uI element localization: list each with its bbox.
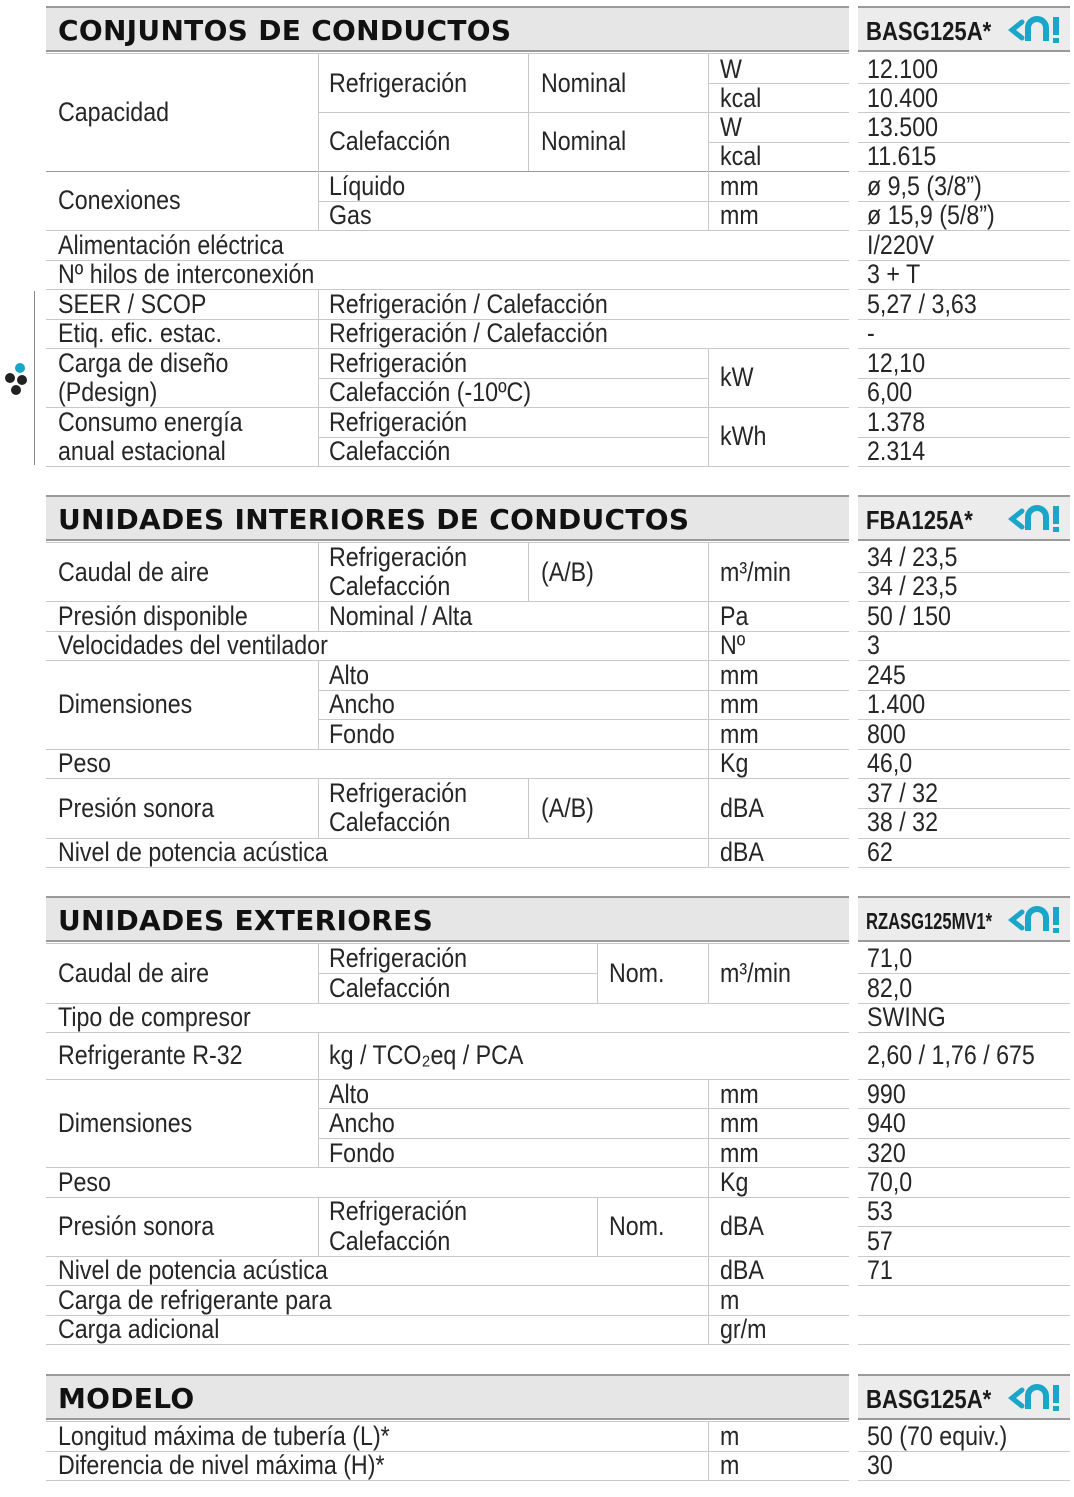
- row-value: 3 + T: [867, 259, 921, 289]
- model-header: [858, 495, 1070, 541]
- row-value: 12.100: [867, 54, 939, 84]
- row-value: 10.400: [867, 83, 939, 113]
- row-label: SEER / SCOP: [58, 289, 207, 319]
- row-label: Diferencia de nivel máxima (H)*: [58, 1450, 385, 1480]
- row-label: Etiq. efic. estac.: [58, 318, 222, 348]
- row-unit: m³/min: [720, 557, 791, 587]
- row-value: 82,0: [867, 973, 913, 1003]
- row-value: 11.615: [867, 141, 937, 171]
- row-sublabel: Calefacción: [329, 1226, 451, 1256]
- model-name: BASG125A*: [866, 16, 992, 46]
- row-unit: mm: [720, 200, 759, 230]
- row-sublabel: Calefacción: [329, 571, 451, 601]
- row-value: 53: [867, 1196, 893, 1226]
- row-unit: W: [720, 54, 742, 84]
- row-value: 71,0: [867, 943, 913, 973]
- new-badge-icon: [1008, 904, 1064, 936]
- row-sublabel: Ancho: [329, 689, 395, 719]
- row-unit: dBA: [720, 793, 764, 823]
- row-value: 71: [867, 1255, 893, 1285]
- row-value: 70,0: [867, 1167, 913, 1197]
- new-badge-icon: [1008, 14, 1064, 46]
- row-label: Caudal de aire: [58, 958, 210, 988]
- row-condition: (A/B): [541, 557, 594, 587]
- row-label: Peso: [58, 1167, 111, 1197]
- row-label: Nivel de potencia acústica: [58, 837, 328, 867]
- row-unit: mm: [720, 689, 759, 719]
- row-label: Carga de refrigerante para: [58, 1285, 332, 1315]
- energy-bracket: [34, 291, 43, 465]
- row-condition: Nom.: [609, 958, 665, 988]
- row-unit: dBA: [720, 1255, 764, 1285]
- row-sublabel: Calefacción: [329, 973, 451, 1003]
- row-label: Dimensiones: [58, 1108, 193, 1138]
- row-value: 940: [867, 1108, 906, 1138]
- row-unit: mm: [720, 660, 759, 690]
- row-sublabel: Nominal / Alta: [329, 601, 473, 631]
- row-sublabel: Fondo: [329, 1138, 395, 1168]
- row-label: (Pdesign): [58, 377, 158, 407]
- row-label: Refrigerante R-32: [58, 1040, 243, 1070]
- row-value: 2.314: [867, 436, 926, 466]
- row-unit: m³/min: [720, 958, 791, 988]
- row-unit: mm: [720, 1108, 759, 1138]
- row-value: 50 / 150: [867, 601, 951, 631]
- row-sublabel: Refrigeración / Calefacción: [329, 318, 608, 348]
- row-sublabel: Refrigeración: [329, 542, 468, 572]
- row-sublabel: Calefacción: [329, 126, 451, 156]
- row-sublabel: Alto: [329, 1079, 370, 1109]
- row-value: 30: [867, 1450, 893, 1480]
- row-label: Tipo de compresor: [58, 1002, 251, 1032]
- row-unit: mm: [720, 171, 759, 201]
- row-sublabel: Calefacción (-10ºC): [329, 377, 532, 407]
- section-title: UNIDADES EXTERIORES: [58, 904, 434, 937]
- row-unit: W: [720, 112, 742, 142]
- row-value: 46,0: [867, 748, 913, 778]
- row-label: Nº hilos de interconexión: [58, 259, 315, 289]
- model-header: [858, 896, 1070, 942]
- row-sublabel: kg / TCO₂eq / PCA: [329, 1040, 524, 1070]
- row-value: 13.500: [867, 112, 939, 142]
- row-condition: Nominal: [541, 126, 627, 156]
- row-label: Carga adicional: [58, 1314, 220, 1344]
- section-header: [46, 1374, 849, 1420]
- section-title: CONJUNTOS DE CONDUCTOS: [58, 14, 512, 47]
- row-sublabel: Refrigeración: [329, 1196, 468, 1226]
- row-value: 12,10: [867, 348, 926, 378]
- row-unit: mm: [720, 1079, 759, 1109]
- model-name: FBA125A*: [866, 505, 973, 535]
- row-condition: Nominal: [541, 68, 627, 98]
- section-title: MODELO: [58, 1382, 195, 1415]
- section-title: UNIDADES INTERIORES DE CONDUCTOS: [58, 503, 690, 536]
- row-value: 2,60 / 1,76 / 675: [867, 1040, 1035, 1070]
- row-value: 1.378: [867, 407, 926, 437]
- row-unit: Kg: [720, 1167, 749, 1197]
- model-name: BASG125A*: [866, 1384, 992, 1414]
- row-value: 50 (70 equiv.): [867, 1421, 1008, 1451]
- model-header: [858, 6, 1070, 52]
- model-name: RZASG125MV1*: [866, 908, 993, 934]
- row-value: 990: [867, 1079, 906, 1109]
- row-label: Presión disponible: [58, 601, 248, 631]
- row-unit: Pa: [720, 601, 749, 631]
- row-value: ø 9,5 (3/8”): [867, 171, 982, 201]
- row-sublabel: Gas: [329, 200, 372, 230]
- row-value: 37 / 32: [867, 778, 939, 808]
- row-unit: m: [720, 1285, 740, 1315]
- row-label: Capacidad: [58, 97, 170, 127]
- row-sublabel: Refrigeración: [329, 348, 468, 378]
- row-unit: Kg: [720, 748, 749, 778]
- section-header: [46, 896, 849, 942]
- row-value: 34 / 23,5: [867, 571, 958, 601]
- row-sublabel: Líquido: [329, 171, 406, 201]
- row-value: 5,27 / 3,63: [867, 289, 977, 319]
- row-value: I/220V: [867, 230, 935, 260]
- row-sublabel: Calefacción: [329, 807, 451, 837]
- row-label: Consumo energía: [58, 407, 243, 437]
- row-value: 3: [867, 630, 880, 660]
- row-value: 57: [867, 1226, 893, 1256]
- row-value: 320: [867, 1138, 906, 1168]
- row-label: anual estacional: [58, 436, 226, 466]
- row-unit: mm: [720, 719, 759, 749]
- row-label: Carga de diseño: [58, 348, 229, 378]
- row-label: Presión sonora: [58, 793, 215, 823]
- row-value: 6,00: [867, 377, 913, 407]
- row-value: 62: [867, 837, 893, 867]
- row-condition: (A/B): [541, 793, 594, 823]
- model-header: [858, 1374, 1070, 1420]
- section-header: [46, 495, 849, 541]
- row-value: 800: [867, 719, 906, 749]
- row-label: Velocidades del ventilador: [58, 630, 328, 660]
- row-unit: kcal: [720, 141, 762, 171]
- row-sublabel: Refrigeración: [329, 407, 468, 437]
- new-badge-icon: [1008, 503, 1064, 535]
- row-unit: kWh: [720, 421, 767, 451]
- row-unit: m: [720, 1421, 740, 1451]
- row-sublabel: Refrigeración: [329, 778, 468, 808]
- row-label: Longitud máxima de tubería (L)*: [58, 1421, 390, 1451]
- row-unit: mm: [720, 1138, 759, 1168]
- row-sublabel: Refrigeración: [329, 943, 468, 973]
- row-value: 245: [867, 660, 906, 690]
- row-sublabel: Refrigeración / Calefacción: [329, 289, 608, 319]
- row-value: SWING: [867, 1002, 946, 1032]
- row-label: Caudal de aire: [58, 557, 210, 587]
- row-value: 34 / 23,5: [867, 542, 958, 572]
- row-unit: kcal: [720, 83, 762, 113]
- row-label: Alimentación eléctrica: [58, 230, 284, 260]
- row-value: -: [867, 318, 875, 348]
- row-sublabel: Ancho: [329, 1108, 395, 1138]
- row-value: 38 / 32: [867, 807, 939, 837]
- row-unit: kW: [720, 362, 754, 392]
- row-unit: m: [720, 1450, 740, 1480]
- row-label: Nivel de potencia acústica: [58, 1255, 328, 1285]
- new-badge-icon: [1008, 1382, 1064, 1414]
- row-label: Presión sonora: [58, 1211, 215, 1241]
- row-unit: gr/m: [720, 1314, 767, 1344]
- row-unit: Nº: [720, 630, 746, 660]
- row-sublabel: Calefacción: [329, 436, 451, 466]
- row-label: Peso: [58, 748, 111, 778]
- row-unit: dBA: [720, 1211, 764, 1241]
- row-value: ø 15,9 (5/8”): [867, 200, 995, 230]
- row-label: Dimensiones: [58, 689, 193, 719]
- row-sublabel: Refrigeración: [329, 68, 468, 98]
- row-condition: Nom.: [609, 1211, 665, 1241]
- row-unit: dBA: [720, 837, 764, 867]
- row-value: 1.400: [867, 689, 926, 719]
- row-sublabel: Fondo: [329, 719, 395, 749]
- energy-dots-icon: [2, 360, 30, 396]
- row-label: Conexiones: [58, 185, 181, 215]
- section-header: [46, 6, 849, 52]
- row-sublabel: Alto: [329, 660, 370, 690]
